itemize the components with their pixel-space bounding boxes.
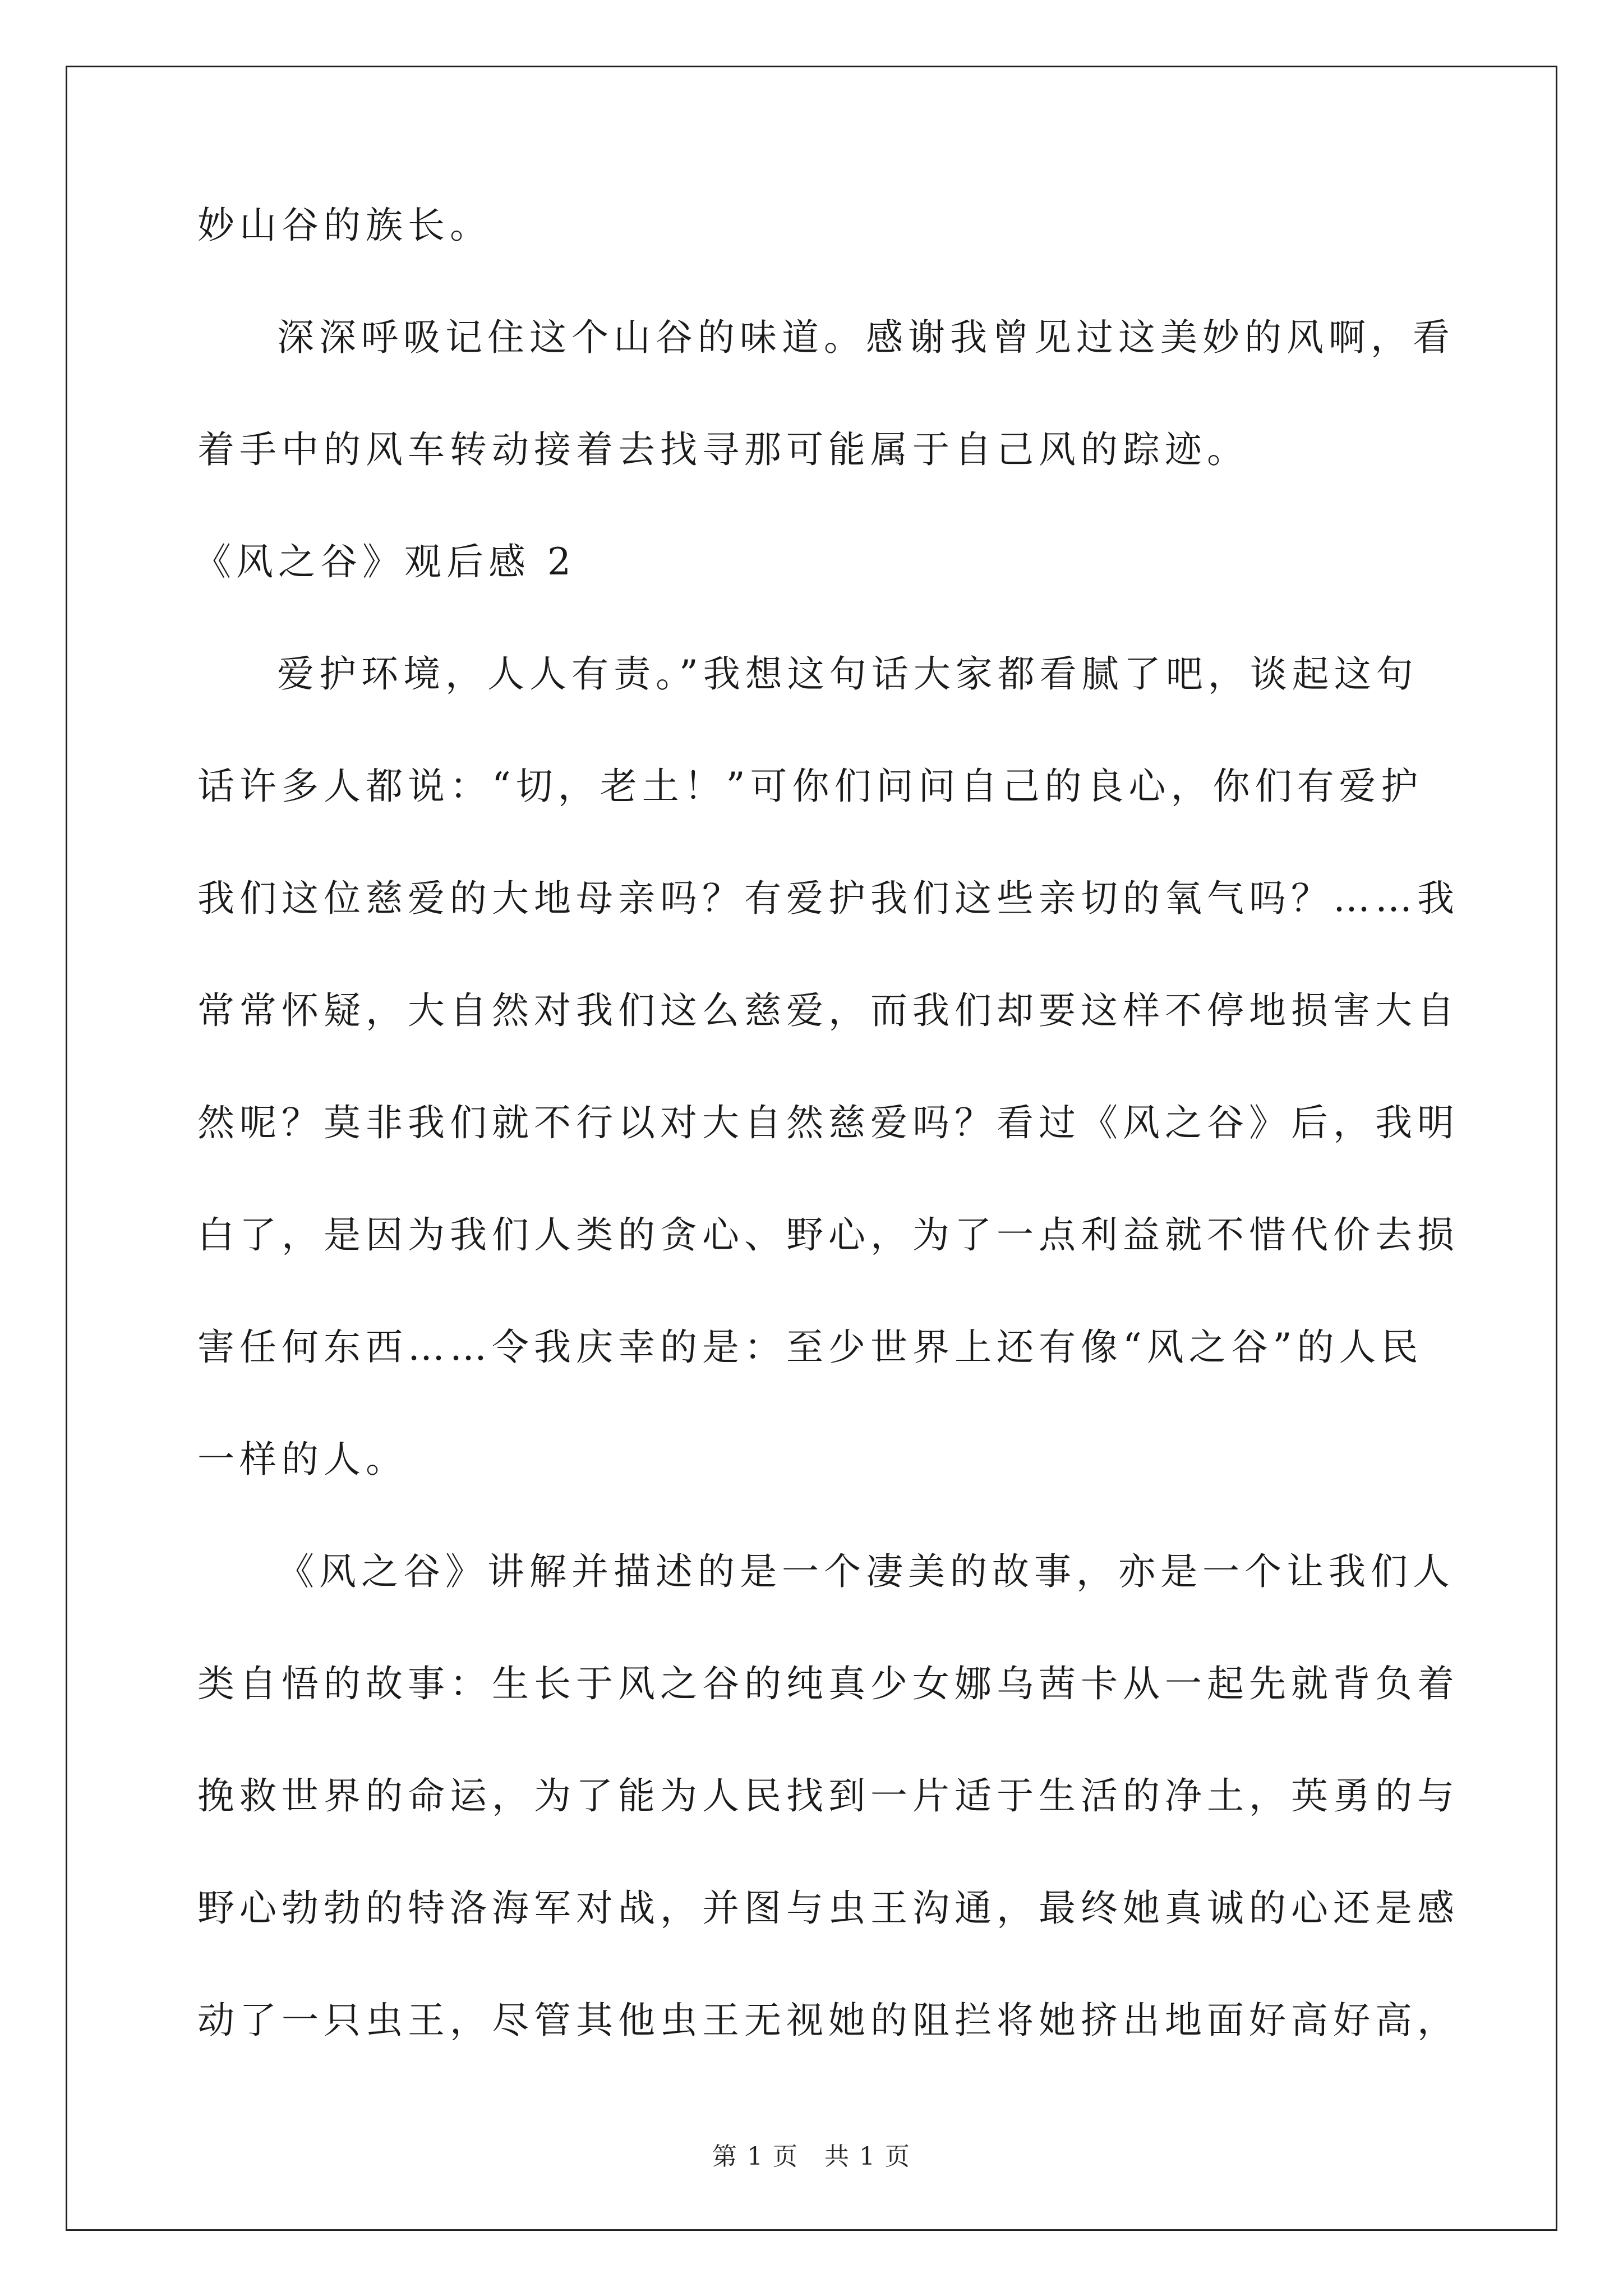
paragraph-first-line: 深深呼吸记住这个山谷的味道。感谢我曾见过这美妙的风啊，看 <box>277 316 1455 359</box>
text-line: 害任何东西……令我庆幸的是：至少世界上还有像“风之谷”的人民 <box>197 1326 1423 1369</box>
text-line: 然呢？莫非我们就不行以对大自然慈爱吗？看过《风之谷》后，我明 <box>197 1101 1459 1144</box>
text-line: 野心勃勃的特洛海军对战，并图与虫王沟通，最终她真诚的心还是感 <box>197 1887 1459 1930</box>
paragraph-first-line: 爱护环境，人人有责。”我想这句话大家都看腻了吧，谈起这句 <box>277 652 1418 696</box>
text-line: 妙山谷的族长。 <box>197 204 492 247</box>
text-line: 类自悟的故事：生长于风之谷的纯真少女娜乌茜卡从一起先就背负着 <box>197 1662 1459 1705</box>
text-line: 白了，是因为我们人类的贪心、野心，为了一点利益就不惜代价去损 <box>197 1213 1459 1257</box>
text-line: 动了一只虫王，尽管其他虫王无视她的阻拦将她挤出地面好高好高， <box>197 1999 1459 2042</box>
page-number-footer: 第 1 页 共 1 页 <box>712 2142 911 2171</box>
text-line: 话许多人都说：“切，老土！”可你们问问自己的良心，你们有爱护 <box>197 765 1423 808</box>
section-heading: 《风之谷》观后感 2 <box>194 540 576 583</box>
text-line: 常常怀疑，大自然对我们这么慈爱，而我们却要这样不停地损害大自 <box>197 989 1459 1032</box>
text-line: 一样的人。 <box>197 1438 408 1481</box>
text-line: 我们这位慈爱的大地母亲吗？有爱护我们这些亲切的氧气吗？……我 <box>197 877 1459 920</box>
text-line: 挽救世界的命运，为了能为人民找到一片适于生活的净土，英勇的与 <box>197 1774 1459 1818</box>
paragraph-first-line: 《风之谷》讲解并描述的是一个凄美的故事，亦是一个让我们人 <box>277 1550 1455 1593</box>
text-line: 着手中的风车转动接着去找寻那可能属于自己风的踪迹。 <box>197 428 1249 471</box>
